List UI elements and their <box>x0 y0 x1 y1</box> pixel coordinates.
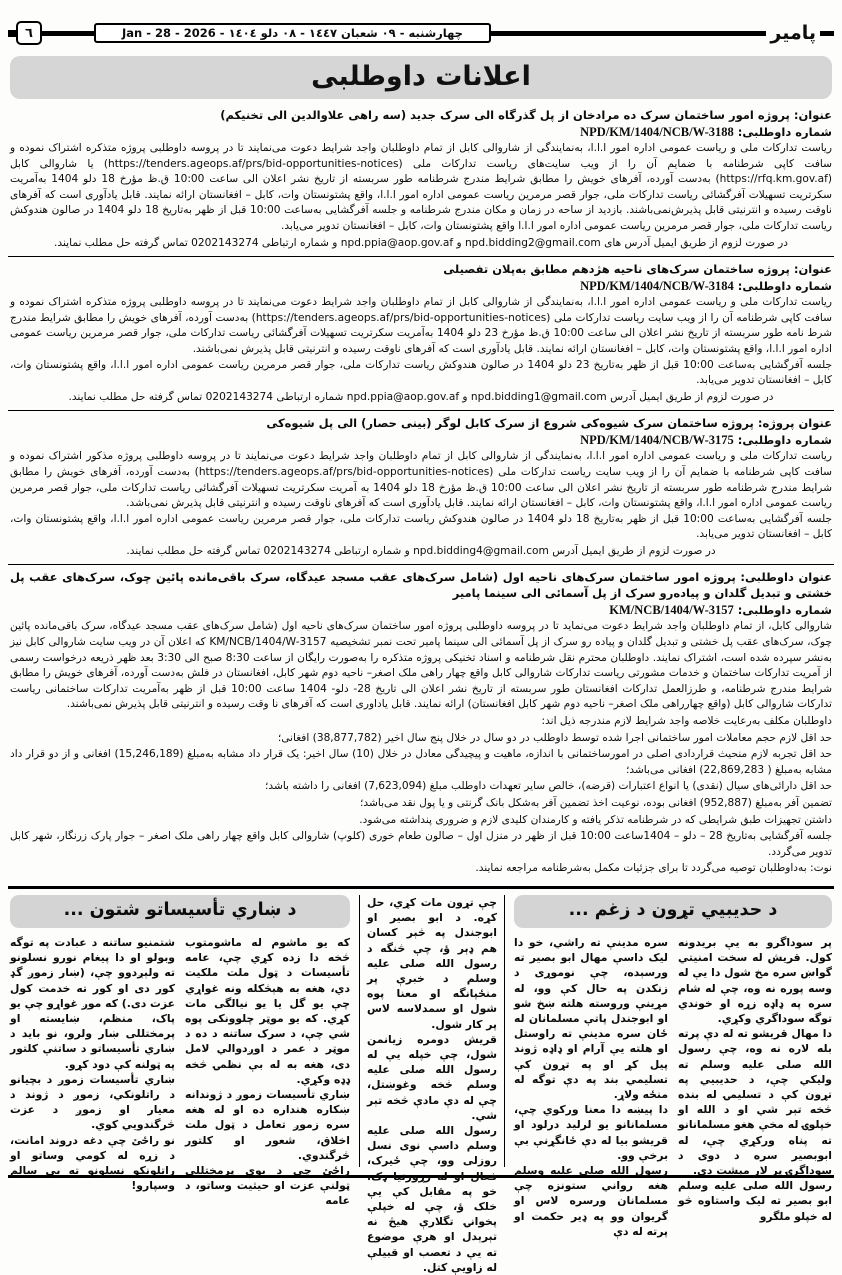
tender-number-label: شماره داوطلبی: <box>733 433 832 448</box>
article-column-1: که یو ماشوم له ماشومتوب څخه دا زده کړي چې، عامه تأسیسات د ټول ملت ملکیت دي، هغه به هېڅکله ونه غواړي چې یو گل یا یو نیالگی مات کړي. که یو موټر چلوونکی پوه شي چې، د سرک ساتنه د ده د موټر د عمر د اوږدوالي لامل دی، هغه به له بې نظمۍ څخه ډډه وکړي. ښاري تأسیسات زموږ د ژوندانه ښکاره هنداره ده او له هغه سره زموږ تعامل د ټول ملت اخلاق، شعور او کلتور څرگندوي. راځئ چې د یوې پرمختللې ټولنې عزت او حیثیت وساتو، د عامه <box>185 935 350 1208</box>
tender-section-4 <box>8 565 834 882</box>
article-title-urban-facilities: د ښاري تأسیساتو شتون ... <box>10 895 350 928</box>
tender-contact: در صورت لزوم از طریق ایمیل آدرس های npd.bidding2@gmail.com و npd.ppia@aop.gov.af و شماره ارتباطی 0202143274 تماس گرفته حل مطلب نمایند. <box>54 236 788 249</box>
page-number: ٦ <box>16 21 42 45</box>
tender-title: عنوان: پروژه امور ساختمان سرک ده مرادخان از پل گذرگاه الی سرک جدید (سه راهی علاوالدین الی تخنیکم) <box>220 108 832 122</box>
tender-body: ریاست تدارکات ملی و ریاست عمومی اداره امور ا.ا.ا، به‌نمایندگی از شاروالی کابل از تمام داوطلبان واجد شرایط دعوت می‌نمایند تا در پروسه داوطلبی پروژه متذکره اشتراک نموده و سافت کاپی شرطنامه آن را از ویب سایت ریاست تدارکات ملی (https://tenders.ageops.af/prs/bid-opportunities-notices) به‌دست آورده، آفرهای خویش را مطابق شرایط مندرج شرط نامه طور سربسته از تاریخ نشر اعلان الی ساعت 10:00 ق.ظ مؤرخ 23 دلو 1404 به‌آمریت سکرتریت تسهیلات آفرگشائی ریاست تدارکات ملی، جوار قصر مرمرین ریاست عمومی اداره امور ا.ا.ا، واقع پشتونستان وات، کابل – افغانستان ارائه نمایند. قابل یادآوری است که آفرهای ناوقت رسیده و انترنیتی قابل پذیرش نمی‌باشند. جلسه آفرگشایی به‌ساعت 10:00 قبل از ظهر به‌تاریخ 23 دلو 1404 در صالون هندوکش ریاست تدارکات ملی، جوار قصر مرمرین ریاست عمومی اداره امور ا.ا.ا، واقع پشتونستان وات، کابل – افغانستان تدویر می‌یابد. <box>10 296 833 387</box>
masthead-rule <box>491 31 766 36</box>
tender-requirement: داشتن تجهیزات طبق شرایطی که در شرطنامه تذکر یافته و کارمندان کلیدی لازم و ضروری پنداشته می‌شود. <box>359 813 832 826</box>
tender-number-value: NPD/KM/1404/NCB/W-3188 <box>580 125 734 139</box>
tender-number-value: KM/NCB/1404/W-3157 <box>609 603 734 618</box>
tender-requirement: حد اقل دارائی‌های سیال (نقدی) یا انواع اعتبارات (قرضه)، خالص سایر تعهدات داوطلب مبلغ (7,623,094) افغانی را داشته باشد؛ <box>265 780 832 793</box>
article-urban-facilities <box>10 895 350 1208</box>
tender-requirement: تضمین آفر به‌مبلغ (952,887) افغانی بوده، نوعیت اخذ تضمین آفر به‌شکل بانک گرنتی و یا پول نقد می‌باشد؛ <box>360 797 832 809</box>
tender-number-label: شماره داوطلبی: <box>733 125 832 139</box>
article-columns <box>514 935 832 1239</box>
tender-number-value: NPD/KM/1404/NCB/W-3184 <box>580 279 734 294</box>
tender-section-2 <box>8 257 834 411</box>
tender-body: شاروالی کابل، از تمام داوطلبان واجد شرایط دعوت می‌نماید تا در پروسه داوطلبی پروژه امور ساختمان سرک‌های ناحیه اول (شامل سرک‌های عقب مسجد عیدگاه، سرک باقی‌مانده پائین چوک، سرک‌های عقب پل خشتی و تبدیل گلدان و پیاده رو سرک از پل آسمائی الی سینما پامیر تحت نمبر تشخیصیه KM/NCB/1404/W-3157 که اعلان آن در ویب سایت شاروالی کابل نیز به‌نشر سپرده شده است، اشتراک نمایند. داوطلبان محترم نقل شرطنامه و اسناد تخنیکی پروژه متذکره را به‌صورت رایگان از ساعت 8:30 صبح الی 3:30 بعد ظهر ذریعه درخواست رسمی از آمریت تدارکات ساختمان و خدمات مشورتی ریاست تدارکات شاروالی کابل واقع چهار راهی ملک اصغر– ناحیه دوم شهر کابل، افغانستان در فلش به‌دست آورده، آفرهای خویش را مطابق شرایط مندرج شرطنامه، و طرزالعمل تدارکات افغانستان طور سربسته از تاریخ نشر اعلان الی تاریخ 28- دلو- 1404 ساعت 10:00 قبل از ظهر به‌آمریت تدارکات ساختمانی ریاست تدارکات شاروالی کابل (واقع چهارراهی ملک اصغر– ناحیه دوم شهر کابل افغانستان) ارائه نمایند. قابل یاداوری است که آفرهای نا وقت رسیده و انترنیتی قابل پذیرش نمی‌باشند. <box>10 620 833 711</box>
articles-row <box>8 886 834 1274</box>
tender-number-label: شماره داوطلبی: <box>733 279 832 294</box>
article-columns <box>10 935 350 1209</box>
tender-number <box>10 432 832 448</box>
date-box: چهارشنبه - ٠٩ شعبان ١٤٤٧ - ٠٨ دلو ١٤٠٤ - Jan - 28 - 2026 <box>94 23 491 43</box>
tender-body: ریاست تدارکات ملی و ریاست عمومی اداره امور ا.ا.ا، به‌نمایندگی از شاروالی کابل از تمام داوطلبان واجد شرایط دعوت می‌نمایند تا در پروسه داوطلبی پروژه متذکره اشتراک نموده و سافت کاپی شرطنامه با ضمایم آن را از ویب سایت‌های ریاست تدارکات ملی (https://tenders.ageops.af/prs/bid-opportunities-notices) یا شاروالی کابل (https://rfq.km.gov.af) به‌دست آورده، آفرهای خویش را مطابق شرایط مندرج شرطنامه طور سربسته از تاریخ نشر اعلان الی ساعت 10:00 ق.ظ مؤرخ 18 دلو 1404 به‌آمریت سکرتریت تسهیلات آفرگشائی ریاست تدارکات ملی، جوار قصر مرمرین ریاست عمومی اداره امور ا.ا.ا، واقع پشتونستان وات، کابل – افغانستان ارائه نمایند. قابل یادآوری است که آفرهای ناوقت رسیده و انترنیتی قابل پذیرش‌نمی‌باشند. بازدید از ساحه در زمان و مکان مندرج شرطنامه و جلسه آفرگشایی به‌ساعت 10:00 قبل از ظهر به‌تاریخ 18 دلو 1404 در صالون هندوکش ریاست تدارکات ملی، جوار قصر مرمرین ریاست عمومی اداره امور ا.ا.ا واقع پشتونستان وات، کابل – افغانستان تدویر می‌یابد. <box>10 142 833 232</box>
tender-number-value: NPD/KM/1404/NCB/W-3175 <box>580 433 734 448</box>
article-column-2: شتمنیو ساتنه د عبادت په توگه وبولو او دا پیغام نورو نسلونو ته ولېږدوو چې، (ښار زموږ گډ کور دی او کور ته خدمت کول عزت دی.) که موږ غواړو چې یو پاک، منظم، ښایسته او پرمختللی ښار ولرو، نو باید د ښاري تأسیساتو د ساتنې کلتور په ټولنه کې دود کړو. ښاري تأسیسات زموږ د بچیانو د راتلونکي، زموږ د ژوند د معیار او زموږ د عزت څرگندویي کوي. نو راځئ چې دغه دروند امانت، د زړه له کومي وساتو او راتلونکو نسلونو ته یې سالم وسپارو! <box>10 935 175 1193</box>
tender-number <box>10 278 832 294</box>
tender-title: عنوان: پروژه ساختمان سرک‌های ناحیه هژدهم مطابق به‌پلان تفصیلی <box>443 262 832 277</box>
masthead-rule-left <box>42 31 94 36</box>
tender-contact: در صورت لزوم از طریق ایمیل آدرس npd.bidding1@gmail.com و npd.ppia@aop.gov.af شماره ارتباطی 0202143274 تماس گرفته حل مطلب نمایند. <box>68 390 774 403</box>
article-title-hudaybiyyah: د حدیبیي تړون د زغم ... <box>514 895 832 928</box>
masthead-dash-right <box>820 31 834 36</box>
tender-section-1 <box>8 103 834 257</box>
tender-number <box>10 602 832 618</box>
tender-note: نوت: به‌داوطلبان توصیه می‌گردد تا برای جزئیات مکمل به‌شرطنامه مراجعه نمایند. <box>475 862 832 875</box>
tender-number <box>10 124 832 140</box>
masthead-row <box>8 20 834 46</box>
article-column-1: پر سوداگرو به یې بریدونه کول. قریش له سخت امنیتي گواښ سره مخ شول دا یې له وسه پوره نه وه، چې له شام سره په ډاډه زړه او خوندي توگه سوداگري وکړي. دا مهال قریشو ته له دې پرته بله لاره نه وه، چې رسول الله صلی علیه وسلم ته ولیکي چې، د حدیبیي په تړون کې د تسلیمۍ له بنده څخه تېر شي او د الله او خپلوۍ له مخې هغو مسلمانانو ته پناه ورکړي چې، له ابوبصیر سره د دوی د سوداگرۍ پر لار مېشت دي. رسول الله صلی علیه وسلم ابو بصیر ته لیک واستاوه څو له خپلو ملگرو <box>678 935 832 1223</box>
article-column-2: سره مدینې ته راشي، خو دا لیک داسې مهال ابو بصیر ته ورسېده، چې نوموړی د زنکدن په حال کې وو، له مړینې وروسته هلته ښخ شو او ابوجندل پاتې مسلمانان له ځان سره مدینې ته راوستل او هلته یې آرام او ډاډه ژوند پیل کړ او په تړون کې تسلیمي بند په دې توگه له منځه ولاړ. دا پیښه دا معنا ورکوي چې، مسلمانانو یو لرلید درلود او قریشو بیا له دې ځانگړنې بې برخې وو. رسول الله صلی علیه وسلم هغه رواني ستونزه چې مسلمانان ورسره لاس او گریوان وو په ډیر حکمت او پرته له دې <box>514 935 668 1238</box>
section-banner <box>10 56 832 99</box>
article-hudaybiyyah <box>514 895 832 1238</box>
tender-title: عنوان داوطلبی: پروژه امور ساختمان سرک‌های ناحیه اول (شامل سرک‌های عقب مسجد عیدگاه، سرک باقی‌مانده پائین چوک، سرک‌های عقب پل خشتی و تبدیل گلدان و پیاده‌رو سرک از پل آسمائی الی سینما پامیر <box>10 570 832 601</box>
tender-requirement: حد اقل لازم حجم معاملات امور ساختمانی اجرا شده توسط داوطلب در دو سال در خلال پنج سال اخیر (38,877,782) افغانی؛ <box>277 731 832 744</box>
tender-contact: در صورت لزوم از طریق ایمیل آدرس npd.bidding4@gmail.com و شماره ارتباطی 0202143274 تماس گرفته حل مطلب نمایند. <box>126 544 716 557</box>
tender-requirements-intro: داوطلبان مکلف به‌رعایت خلاصه واجد شرایط لازم مندرجه ذیل اند: <box>541 715 832 728</box>
masthead-dash-left <box>8 30 16 37</box>
tender-requirement: حد اقل تجربه لازم منحیث قراردادی اصلی در امورساختمانی با اندازه، ماهیت و پیچیدگی معادل در خلال (10) سال اخیر: یک قرار داد مشابه به‌مبلغ (15,246,189) افغانی و از دو قرار داد مشابه به‌مبلغ ( 22,869,283) افغانی می‌باشد؛ <box>10 748 832 776</box>
article-column-3-continuation: چې تړون مات کړي، حل کړه. د ابو بصیر او ابوجندل په څېر کسان هم ډېر ؤ، چې څنگه د رسول الله صلی علیه وسلم د خبرې پر منځپانگه او معنا پوه شول او سمدلاسه لاس پر کار شول. قریش دومره زیانمن شول، چې خپله یې له رسول الله صلی علیه وسلم څخه وغوښتل، چې له دې مادې څخه تېر شي. رسول الله صلی علیه وسلم داسې نوی نسل روزلی وو، چې ځیرک، فعال او له زړورتیا ډک، خو په مقابل کې یې خلک ؤ، چې له خپلې پخوانۍ تگلارې هیڅ نه تېرېدل او هرې موضوع ته یې د تعصب او قبیلې له زاویې کتل. <box>359 895 505 1167</box>
tender-title: عنوان پروژه: پروژه ساختمان سرک شیوه‌کی شروع از سرک کابل لوگر (بینی حصار) الی پل شیوه‌کی <box>266 416 832 431</box>
tender-body: ریاست تدارکات ملی و ریاست عمومی اداره امور ا.ا.ا، به‌نمایندگی از شاروالی کابل از تمام داوطلبان واجد شرایط دعوت می‌نمایند تا در پروسه داوطلبی پروژه مذکور اشتراک نموده و سافت کاپی شرطنامه با ضمایم آن را از ویب سایت ریاست تدارکات ملی (https://tenders.ageops.af/prs/bid-opportunities-notices) به‌دست آورده، آفرهای خویش را مطابق شرایط مندرج شرطنامه طور سربسته از تاریخ نشر اعلان الی ساعت 10:00 ق.ظ مؤرخ 18 دلو 1404 به آمریت سکرتریت تسهیلات آفرگشائی ریاست تدارکات ملی، جوار قصر مرمرین ریاست عمومی اداره امور ا.ا.ا، واقع پشتونستان وات، کابل – افغانستان ارائه نمایند. قابل یادآوری است که آفرهای ناوقت رسیده و انترنیتی قابل پذیرش نمی‌باشد. جلسه آفرگشایی به‌ساعت 10:00 قبل از ظهر به‌تاریخ 18 دلو 1404 در صالون هندوکش ریاست تدارکات ملی، جوار قصر مرمرین ریاست عمومی اداره امور ا.ا.ا، واقع پشتونستان وات، کابل – افغانستان تدویر می‌یابد. <box>10 450 833 541</box>
banner-title: اعلانات داوطلبی <box>311 61 531 92</box>
tender-section-3 <box>8 411 834 565</box>
newspaper-name: پامیر <box>770 22 816 44</box>
tender-closing: جلسه آفرگشایی به‌تاریخ 28 – دلو – 1404ساعت 10:00 قبل از ظهر در منزل اول – صالون طعام خوری (کلوپ) شاروالی کابل واقع چهار راهی ملک اصغر – جوار پارک زرنگار، شهر کابل تدویر می‌گردد. <box>10 830 832 858</box>
tender-number-label: شماره داوطلبی: <box>733 603 832 618</box>
